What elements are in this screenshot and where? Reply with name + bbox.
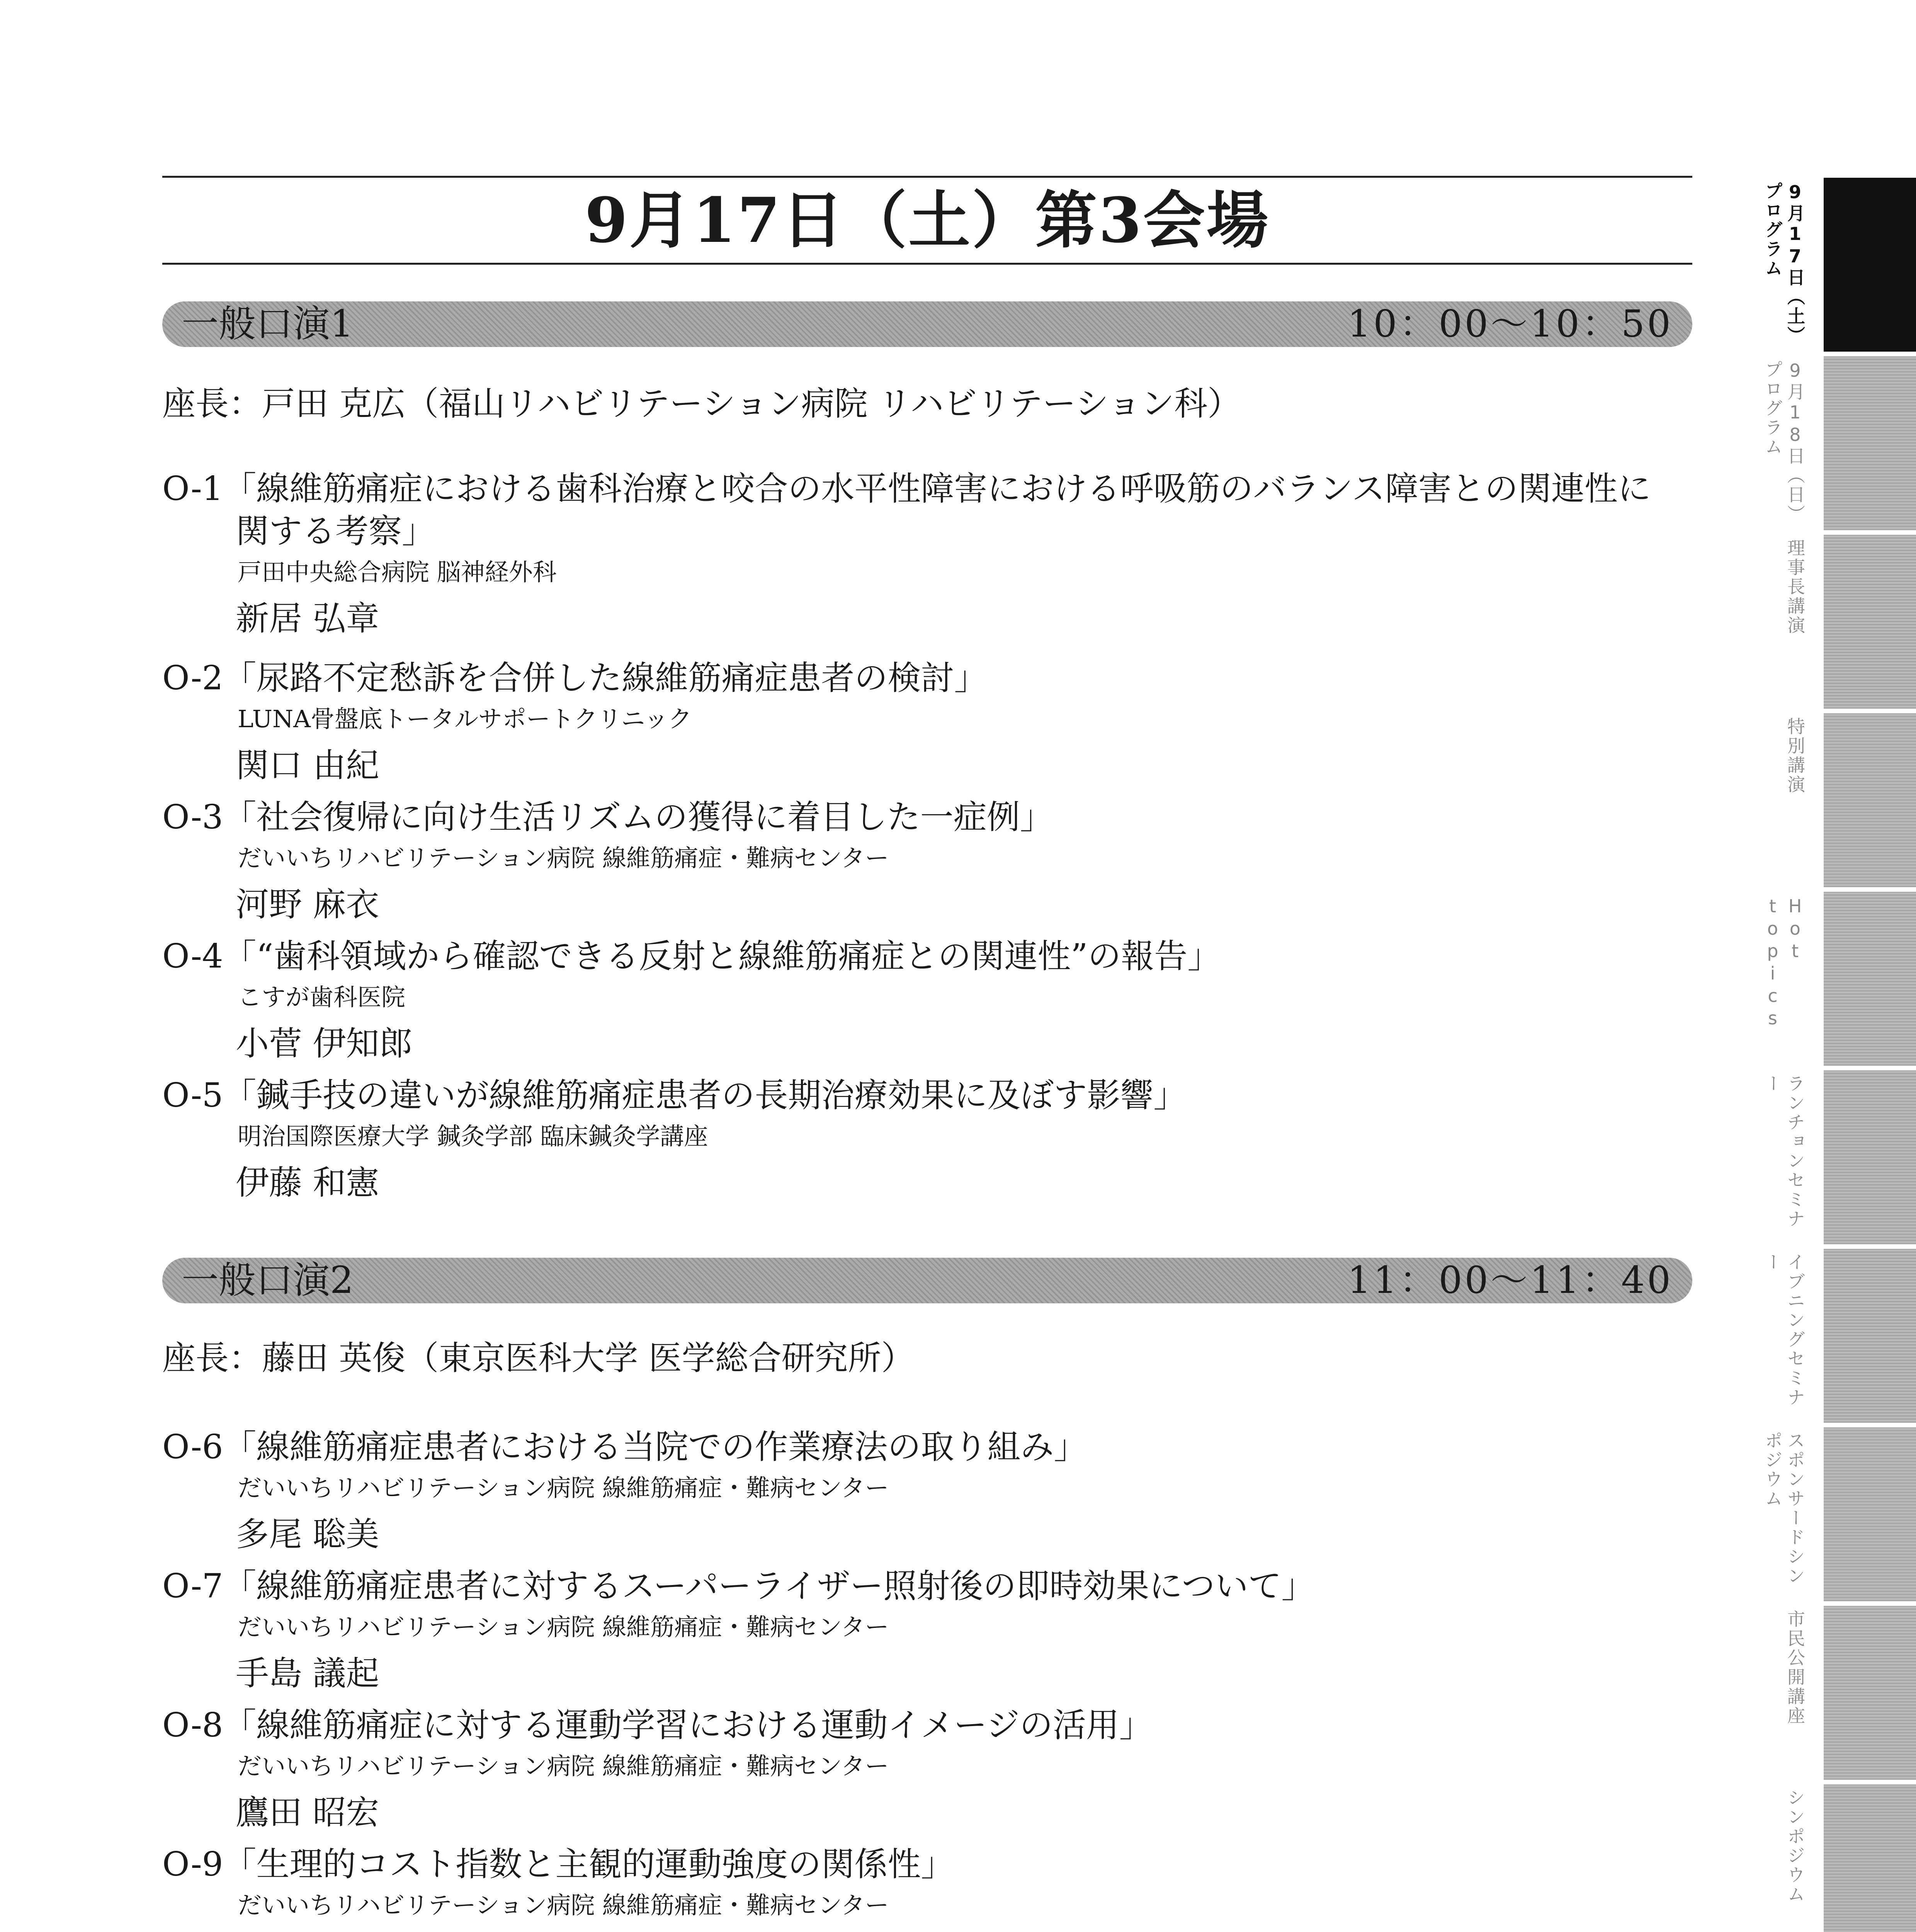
affiliation: 戸田中央総合病院 脳神経外科 bbox=[238, 558, 557, 586]
index-tab-sep17[interactable] bbox=[1824, 178, 1916, 352]
index-tab-evening[interactable] bbox=[1824, 1249, 1916, 1423]
affiliation: だいいちリハビリテーション病院 線維筋痛症・難病センター bbox=[238, 1752, 889, 1780]
session-time: 11：00〜11：40 bbox=[1347, 1259, 1673, 1302]
presenter-name: 関口 由紀 bbox=[236, 746, 379, 785]
presentation-title: O-7「線維筋痛症患者に対するスーパーライザー照射後の即時効果について」 bbox=[162, 1567, 1315, 1605]
index-label: ランチョンセミナー bbox=[1762, 1074, 1805, 1229]
presentation-entry bbox=[162, 1843, 1700, 1932]
session-header bbox=[162, 301, 1692, 347]
presentation-title: O-4「“歯科領域から確認できる反射と線維筋痛症との関連性”の報告」 bbox=[162, 937, 1221, 976]
affiliation: LUNA骨盤底トータルサポートクリニック bbox=[238, 705, 692, 733]
presentation-entry bbox=[162, 935, 1700, 1065]
index-label: 特別講演 bbox=[1785, 717, 1805, 794]
title-rule bbox=[162, 263, 1692, 265]
index-tab-hot-topics[interactable] bbox=[1824, 892, 1916, 1066]
presentation-title: O-5「鍼手技の違いが線維筋痛症患者の長期治療効果に及ぼす影響」 bbox=[162, 1076, 1187, 1115]
presenter-name: 多尾 聡美 bbox=[236, 1515, 379, 1554]
page-title: 9月17日（土）第3会場 bbox=[585, 184, 1270, 257]
presentation-entry bbox=[162, 796, 1700, 926]
presentation-title-cont: 関する考察」 bbox=[236, 512, 435, 551]
presentation-entry bbox=[162, 1426, 1700, 1556]
index-label: スポンサードシンポジウム bbox=[1762, 1431, 1805, 1586]
session-time: 10：00〜10：50 bbox=[1347, 302, 1673, 345]
index-label: 理事長講演 bbox=[1785, 539, 1805, 635]
index-tab-president-lecture[interactable] bbox=[1824, 535, 1916, 709]
presentation-title: O-3「社会復帰に向け生活リズムの獲得に着目した一症例」 bbox=[162, 798, 1053, 837]
index-tab-sep18[interactable] bbox=[1824, 356, 1916, 530]
presentation-title: O-6「線維筋痛症患者における当院での作業療法の取り組み」 bbox=[162, 1428, 1087, 1466]
presentation-title: O-9「生理的コスト指数と主観的運動強度の関係性」 bbox=[162, 1845, 954, 1884]
presentation-entry bbox=[162, 468, 1700, 640]
session-title: 一般口演2 bbox=[182, 1259, 354, 1302]
presentation-entry bbox=[162, 1074, 1700, 1204]
presenter-name: 鷹田 昭宏 bbox=[236, 1793, 379, 1832]
index-tab-public-lecture[interactable] bbox=[1824, 1606, 1916, 1780]
presentation-title: O-1「線維筋痛症における歯科治療と咬合の水平性障害における呼吸筋のバランス障害との関連性に bbox=[162, 469, 1651, 508]
presenter-name: 伊藤 和憲 bbox=[236, 1163, 379, 1202]
presenter-name: 河野 麻衣 bbox=[236, 885, 379, 924]
affiliation: だいいちリハビリテーション病院 線維筋痛症・難病センター bbox=[238, 1891, 889, 1919]
affiliation: こすが歯科医院 bbox=[238, 983, 406, 1011]
presenter-name bbox=[162, 1930, 1700, 1932]
presentation-title: O-8「線維筋痛症に対する運動学習における運動イメージの活用」 bbox=[162, 1706, 1153, 1745]
session-chair: 座長：藤田 英俊（東京医科大学 医学総合研究所） bbox=[162, 1339, 915, 1378]
index-tab-sponsored-symposium[interactable] bbox=[1824, 1427, 1916, 1601]
index-label: イブニングセミナー bbox=[1762, 1253, 1805, 1407]
affiliation: だいいちリハビリテーション病院 線維筋痛症・難病センター bbox=[238, 1613, 889, 1641]
index-tab-special-lecture[interactable] bbox=[1824, 713, 1916, 887]
presenter-name: 新居 弘章 bbox=[236, 599, 379, 638]
presenter-name: 小菅 伊知郎 bbox=[236, 1024, 413, 1063]
presenter-name: 手島 議起 bbox=[236, 1654, 379, 1693]
presentation-title: O-2「尿路不定愁訴を合併した線維筋痛症患者の検討」 bbox=[162, 659, 988, 697]
affiliation: だいいちリハビリテーション病院 線維筋痛症・難病センター bbox=[238, 1474, 889, 1502]
presentation-entry bbox=[162, 1565, 1700, 1695]
index-tab-luncheon[interactable] bbox=[1824, 1070, 1916, 1244]
presentation-entry bbox=[162, 1704, 1700, 1834]
presentation-entry bbox=[162, 657, 1700, 787]
index-tab-symposium[interactable] bbox=[1824, 1784, 1916, 1932]
affiliation: 明治国際医療大学 鍼灸学部 臨床鍼灸学講座 bbox=[238, 1122, 708, 1150]
index-label: シンポジウム bbox=[1785, 1788, 1805, 1904]
index-label: 9月18日（日）プログラム bbox=[1762, 360, 1805, 524]
affiliation: だいいちリハビリテーション病院 線維筋痛症・難病センター bbox=[238, 844, 889, 872]
index-label: 9月17日（土）プログラム bbox=[1762, 182, 1805, 345]
side-index bbox=[1824, 178, 1916, 1932]
index-label: Hot topics bbox=[1762, 896, 1805, 1030]
top-rule bbox=[162, 176, 1692, 178]
index-label: 市民公開講座 bbox=[1785, 1610, 1805, 1726]
session-chair: 座長：戸田 克広（福山リハビリテーション病院 リハビリテーション科） bbox=[162, 384, 1241, 423]
session-title: 一般口演1 bbox=[182, 302, 354, 345]
session-header bbox=[162, 1258, 1692, 1303]
